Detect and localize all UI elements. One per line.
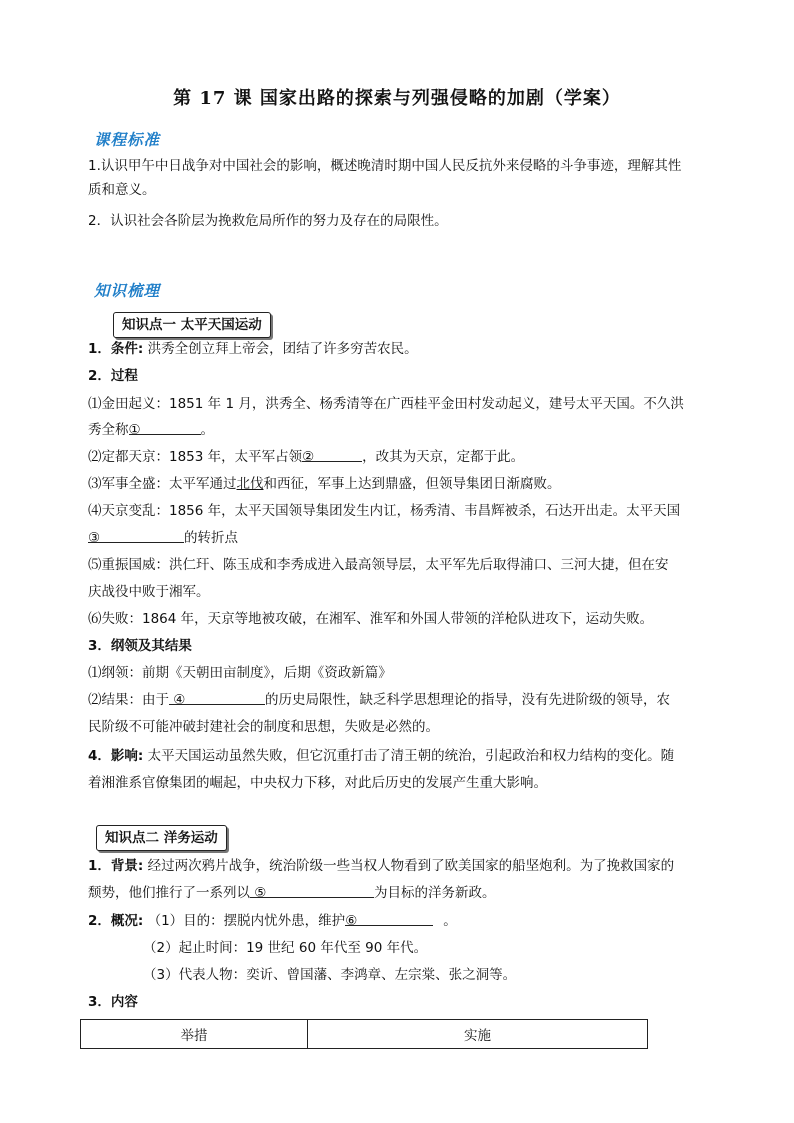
- kp2-background-label: 1．背景:: [88, 858, 144, 874]
- kp1-influence-cont: 着湘淮系官僚集团的崛起，中央权力下移，对此后历史的发展产生重大影响。: [88, 775, 547, 791]
- kp1-influence: [88, 746, 674, 766]
- kp2-content-heading: 3．内容: [88, 994, 138, 1010]
- kp1-condition-label: 1．条件:: [88, 341, 144, 357]
- kp2-background: [88, 856, 674, 876]
- table-header-implementation: 实施: [308, 1020, 648, 1049]
- kp1-military: [88, 474, 561, 494]
- kp1-l6-pre: ⑶军事全盛：太平军通过: [88, 476, 237, 492]
- kp1-tianjing: [88, 447, 524, 467]
- kp2-l3-post: 。: [443, 913, 457, 929]
- blank-2-mark: ②: [302, 449, 315, 465]
- kp1-result-cont: 民阶级不可能冲破封建社会的制度和思想，失败是必然的。: [88, 719, 439, 735]
- kp1-program-heading: 3．纲领及其结果: [88, 638, 192, 654]
- kp2-background-cont: [88, 883, 496, 903]
- blank-6[interactable]: [345, 911, 433, 929]
- kp1-jintian: ⑴金田起义：1851 年 1 月，洪秀全、杨秀清等在广西桂平金田村发动起义，建号太平天国。不久洪: [88, 396, 684, 412]
- kp1-influence-label: 4．影响:: [88, 748, 144, 764]
- content-table: [80, 1019, 648, 1049]
- kp1-l8-post: 的转折点: [184, 530, 238, 546]
- kp1-condition: [88, 339, 418, 359]
- kp2-l3-pre: （1）目的：摆脱内忧外患，维护: [143, 913, 346, 929]
- curriculum-item-2: 2．认识社会各阶层为挽救危局所作的努力及存在的局限性。: [88, 213, 448, 229]
- blank-1[interactable]: [128, 420, 201, 438]
- table-header-row: [81, 1020, 648, 1049]
- kp2-l2-pre: 颓势，他们推行了一系列以: [88, 885, 250, 901]
- kp2-l2-post: 为目标的洋务新政。: [374, 885, 496, 901]
- blank-5-mark: ⑤: [254, 885, 267, 901]
- blank-4-mark: ④: [173, 692, 186, 708]
- page-title: 第 17 课 国家出路的探索与列强侵略的加剧（学案）: [173, 88, 621, 109]
- blank-3[interactable]: [88, 528, 184, 546]
- curriculum-item-1: 1.认识甲午中日战争对中国社会的影响，概述晚清时期中国人民反抗外来侵略的斗争事迹，理解其性: [88, 158, 682, 174]
- kp1-incident-cont: [88, 528, 238, 548]
- blank-2[interactable]: [302, 447, 362, 465]
- kp2-overview-period: （2）起止时间：19 世纪 60 年代至 90 年代。: [143, 940, 428, 956]
- kp1-revival-cont: 庆战役中败于湘军。: [88, 584, 210, 600]
- kp1-result: [88, 690, 670, 710]
- kp2-overview-label: 2．概况:: [88, 913, 144, 929]
- kp1-l5-post: ，改其为天京，定都于此。: [362, 449, 525, 465]
- blank-5[interactable]: [250, 883, 374, 901]
- knowledge-heading: 知识梳理: [94, 282, 161, 300]
- kp1-incident: ⑷天京变乱：1856 年，太平天国领导集团发生内讧，杨秀清、韦昌辉被杀，石达开出走。太平天国: [88, 503, 681, 519]
- blank-4[interactable]: [169, 690, 265, 708]
- knowledge-point-2-label: 知识点二 洋务运动: [96, 825, 227, 851]
- knowledge-point-1-label: 知识点一 太平天国运动: [113, 312, 271, 338]
- kp1-l4-post: 。: [200, 422, 214, 438]
- kp1-condition-text: 洪秀全创立拜上帝会，团结了许多穷苦农民。: [143, 341, 418, 357]
- kp1-failure: ⑹失败：1864 年，天京等地被攻破，在湘军、淮军和外国人带领的洋枪队进攻下，运动失败。: [88, 611, 654, 627]
- kp1-process-heading: 2．过程: [88, 368, 138, 384]
- table-header-measure: 举措: [81, 1020, 308, 1049]
- kp1-l6-post: 和西征，军事上达到鼎盛，但领导集团日渐腐败。: [263, 476, 561, 492]
- curriculum-item-1-cont: 质和意义。: [88, 182, 156, 198]
- blank-1-mark: ①: [128, 422, 141, 438]
- kp2-background-text: 经过两次鸦片战争，统治阶级一些当权人物看到了欧美国家的船坚炮利。为了挽救国家的: [143, 858, 675, 874]
- northern-expedition-link[interactable]: 北伐: [236, 476, 264, 492]
- kp2-overview-purpose: [88, 911, 457, 931]
- curriculum-heading: 课程标准: [94, 131, 161, 149]
- blank-6-mark: ⑥: [345, 913, 358, 929]
- kp1-l14-pre: ⑵结果：由于: [88, 692, 169, 708]
- kp1-revival: ⑸重振国威：洪仁玕、陈玉成和李秀成进入最高领导层，太平军先后取得浦口、三河大捷，但在安: [88, 557, 669, 573]
- kp1-program: ⑴纲领：前期《天朝田亩制度》，后期《资政新篇》: [88, 665, 392, 681]
- kp1-l4-pre: 秀全称: [88, 422, 129, 438]
- kp1-jintian-cont: [88, 420, 214, 440]
- kp1-l14-post: 的历史局限性，缺乏科学思想理论的指导，没有先进阶级的领导，农: [265, 692, 670, 708]
- blank-3-mark: ③: [88, 530, 101, 546]
- kp1-l5-pre: ⑵定都天京：1853 年，太平军占领: [88, 449, 303, 465]
- kp1-influence-text: 太平天国运动虽然失败，但它沉重打击了清王朝的统治，引起政治和权力结构的变化。随: [143, 748, 675, 764]
- kp2-overview-figures: （3）代表人物：奕䜣、曾国藩、李鸿章、左宗棠、张之洞等。: [143, 967, 517, 983]
